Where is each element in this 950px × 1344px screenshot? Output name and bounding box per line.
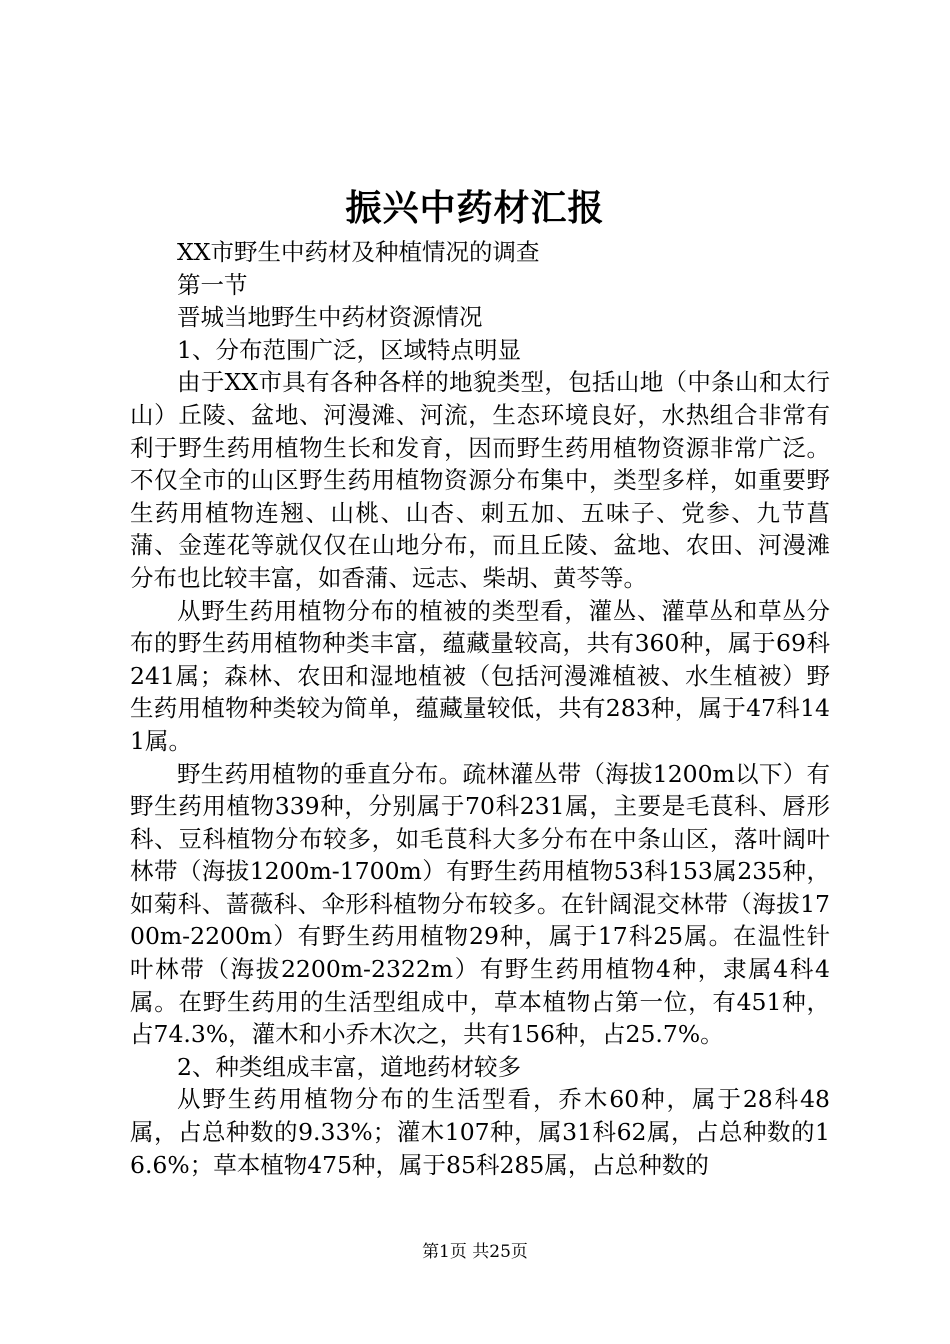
paragraph-vertical-distribution: 野生药用植物的垂直分布。疏林灌丛带（海拔1200m以下）有野生药用植物339种，分别属于70科231属，主要是毛茛科、唇形科、豆科植物分布较多，如毛茛科大多分布在中条山区，落叶阔叶林带（海拔1200m-1700m）有野生药用植物53科153属235种，如菊科、蔷薇科、伞形科植物分布较多。在针阔混交林带（海拔1700m-2200m）有野生药用植物29种，属于17科25属。在温性针叶林带（海拔2200m-2322m）有野生药用植物4种，隶属4科4属。在野生药用的生活型组成中，草本植物占第一位，有451种，占74.3%，灌木和小乔木次之，共有156种，占25.7%。: [130, 759, 830, 1049]
paragraph-terrain: 由于XX市具有各种各样的地貌类型，包括山地（中条山和太行山）丘陵、盆地、河漫滩、河流，生态环境良好，水热组合非常有利于野生药用植物生长和发育，因而野生药用植物资源非常广泛。不仅全市的山区野生药用植物资源分布集中，类型多样，如重要野生药用植物连翘、山桃、山杏、刺五加、五味子、党参、九节菖蒲、金莲花等就仅仅在山地分布，而且丘陵、盆地、农田、河漫滩分布也比较丰富，如香蒲、远志、柴胡、黄芩等。: [130, 368, 830, 592]
page-number-footer: 第1页 共25页: [422, 1242, 528, 1262]
paragraph-life-forms: 从野生药用植物分布的生活型看，乔木60种，属于28科48属，占总种数的9.33%；灌木107种，属31科62属，占总种数的16.6%；草本植物475种，属于85科285属，占总种数的: [130, 1085, 830, 1179]
document-title: 振兴中药材汇报: [345, 187, 605, 229]
paragraph-vegetation-types: 从野生药用植物分布的植被的类型看，灌丛、灌草丛和草丛分布的野生药用植物种类丰富，蕴藏量较高，共有360种，属于69科241属；森林、农田和湿地植被（包括河漫滩植被、水生植被）野生药用植物种类较为简单，蕴藏量较低，共有283种，属于47科141属。: [130, 596, 830, 755]
document-body: [130, 236, 830, 1181]
section-heading: 第一节: [177, 270, 248, 299]
survey-subtitle: XX市野生中药材及种植情况的调查: [177, 238, 540, 266]
subheading-species: 2、种类组成丰富，道地药材较多: [177, 1052, 521, 1081]
section-title: 晋城当地野生中药材资源情况: [177, 303, 483, 332]
subheading-distribution: 1、分布范围广泛，区域特点明显: [177, 335, 521, 364]
